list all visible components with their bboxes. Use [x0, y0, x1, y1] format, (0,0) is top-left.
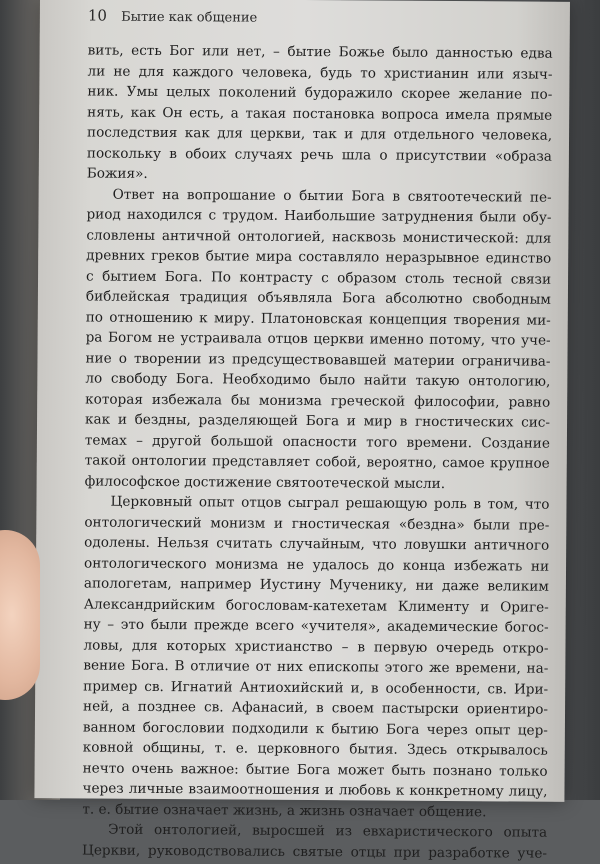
- text-line: нечто очень важное: бытие Бога может быть познано только: [82, 759, 548, 780]
- text-line: ковной общины, т. е. церковного бытия. Здесь открывалось: [82, 739, 548, 759]
- book-page: [34, 0, 570, 862]
- text-line: как и бездны, разделяющей Бога и мир в гностических сис-: [85, 411, 551, 431]
- text-line: последствия как для церкви, так и для отдельного человека,: [87, 124, 553, 144]
- thumb: [0, 530, 40, 700]
- text-line: пример св. Игнатий Антиохийский и, в особенности, св. Ири-: [83, 677, 549, 698]
- text-line: вить, есть Бог или нет, – бытие Божье было данностью едва: [87, 42, 553, 62]
- running-title: Бытие как общение: [121, 9, 258, 26]
- text-line: ло свободу Бога. Необходимо было найти такую онтологию,: [85, 370, 551, 390]
- running-header: [88, 6, 258, 25]
- text-line: словлены античной онтологией, насквозь монистической: для: [86, 226, 552, 247]
- text-line: Божия».: [86, 165, 148, 182]
- text-line: которая избежала бы монизма греческой философии, равно: [85, 390, 551, 411]
- text-line: онтологического монизма не удалось до конца избежать ни: [84, 554, 550, 575]
- text-line: ник. Умы целых поколений будоражило скорее желание по-: [87, 83, 553, 103]
- text-line: нять, как Он есть, а такая постановка вопроса имела прямые: [87, 103, 553, 124]
- text-line: одолены. Нельзя считать случайным, что ловушки античного: [84, 534, 550, 554]
- text-line: апологетам, например Иустину Мученику, ни даже великим: [83, 575, 549, 595]
- text-line: ней, а позднее св. Афанасий, в своем пастырски ориентиро-: [83, 698, 549, 718]
- text-line: онтологический монизм и гностическая «бездна» были пре-: [84, 513, 550, 534]
- text-line: Церкви, руководствовались святые отцы при разработке уче-: [82, 841, 548, 862]
- text-line: поскольку в обоих случаях речь шла о присутствии «образа: [86, 144, 552, 165]
- text-line: ние о творении из предсуществовавшей материи ограничива-: [85, 349, 551, 370]
- text-line: ну – это были прежде всего «учителя», академические богос-: [83, 616, 549, 636]
- text-line: такой онтологии представляет собой, вероятно, самое крупное: [84, 452, 550, 472]
- text-line: темах – другой большой опасности того времени. Создание: [84, 431, 550, 452]
- text-line: библейская традиция объявляла Бога абсолютно свободным: [85, 288, 551, 308]
- body-text: [82, 40, 553, 863]
- text-line: по отношению к миру. Платоновская концепция творения ми-: [85, 308, 551, 329]
- text-line: вение Бога. В отличие от них епископы этого же времени, на-: [83, 657, 549, 677]
- text-line: древних греков бытие мира составляло неразрывное единство: [86, 247, 552, 267]
- text-line: с бытием Бога. По контрасту с образом столь тесной связи: [86, 267, 552, 288]
- text-line: философское достижение святоотеческой мысли.: [84, 472, 446, 492]
- text-line: риод находился с трудом. Наибольшие затруднения были обу-: [86, 206, 552, 226]
- text-line: ли не для каждого человека, будь то христианин или языч-: [87, 62, 553, 83]
- text-line: через личные взаимоотношения и любовь к конкретному лицу,: [82, 780, 548, 800]
- text-line: Александрийским богословам-катехетам Клименту и Ориге-: [83, 595, 549, 616]
- text-line: Ответ на вопрошание о бытии Бога в святоотеческий пе-: [112, 186, 552, 206]
- text-line: Церковный опыт отцов сыграл решающую роль в том, что: [110, 493, 550, 513]
- text-line: ванном богословии подходили к бытию Бога через опыт цер-: [82, 718, 548, 739]
- text-line: Этой онтологией, выросшей из евхаристического опыта: [108, 821, 548, 841]
- text-line: ра Богом не устраивала отцов церкви именно потому, что уче-: [85, 329, 551, 349]
- page-number: 10: [87, 6, 108, 25]
- text-line: т. е. бытие означает жизнь, а жизнь означает общение.: [82, 800, 487, 820]
- text-line: ловы, для которых христианство – в первую очередь откро-: [83, 636, 549, 657]
